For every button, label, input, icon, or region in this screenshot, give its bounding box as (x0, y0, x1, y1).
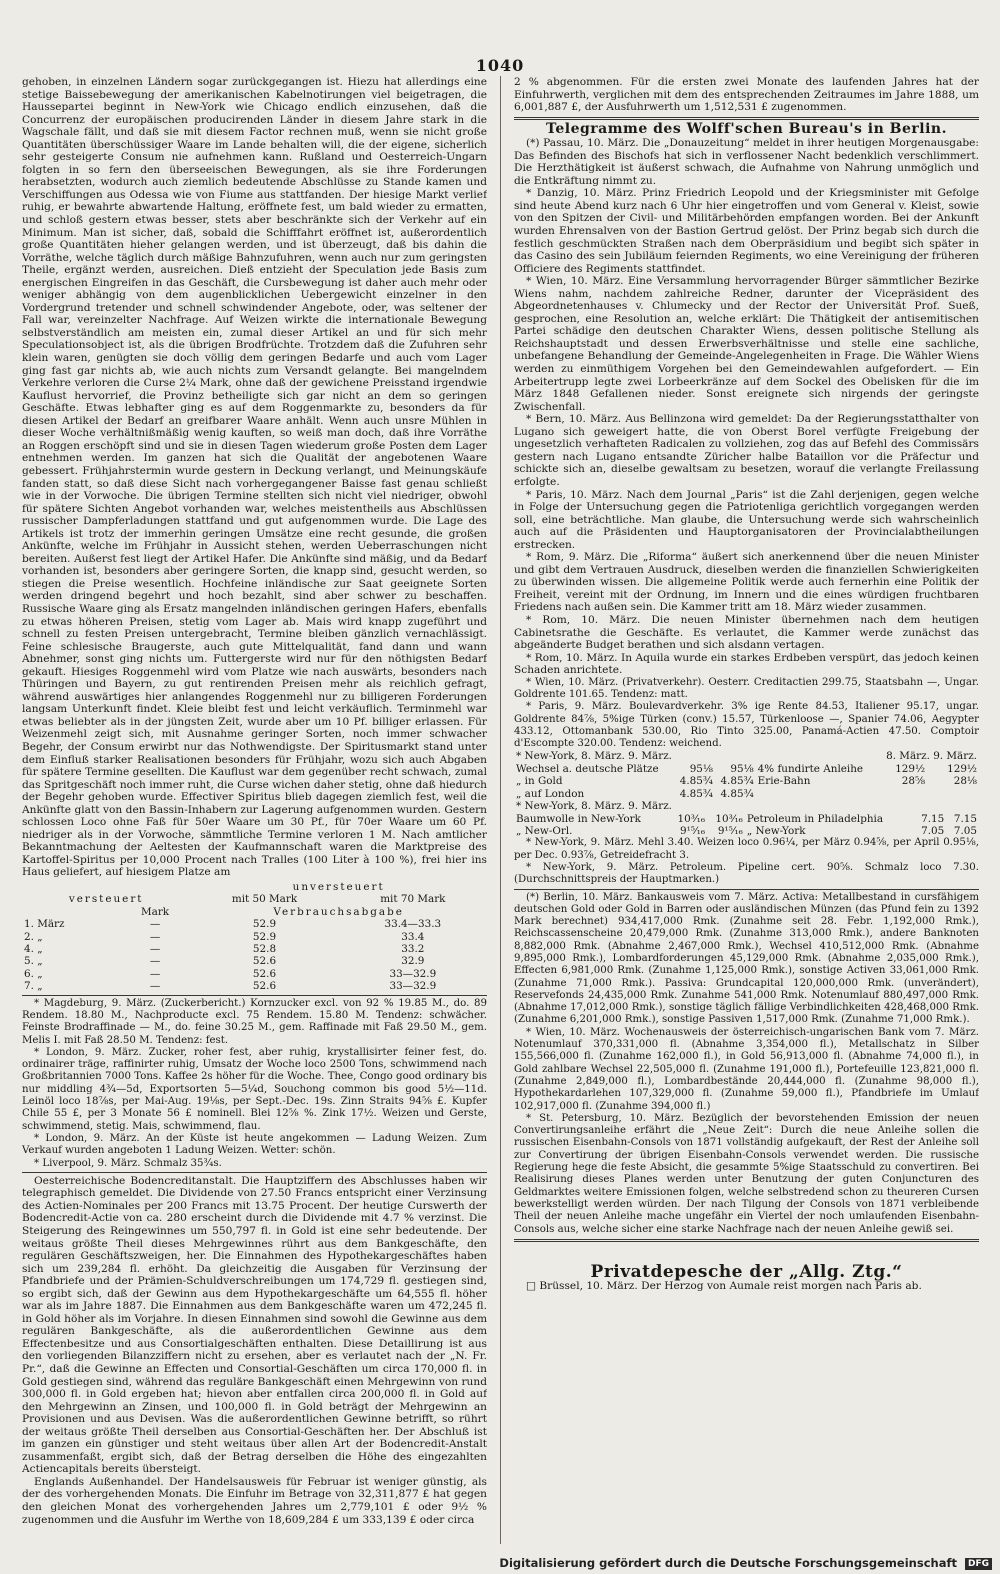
spirit-cell-a: 52.8 (252, 943, 277, 956)
spirit-head-50: mit 50 Mark (231, 893, 298, 906)
spirit-table-row (22, 931, 487, 943)
ny2-cell-a: „ New-Orl. (516, 824, 573, 837)
divider (22, 995, 487, 996)
london-report-2: * London, 9. März. An der Küste ist heute angekommen — Ladung Weizen. Zum Verkauf wurden angeboten 1 Ladung Weizen. Wetter: schön. (22, 1132, 487, 1157)
england-trade-article: Englands Außenhandel. Der Handelsausweis für Februar ist weniger günstig, als der des vorhergehenden Monats. Die Einfuhr im Betrage von 32,311,877 £ hat gegen den gleichen Monat des vorhergehenden Jahres um 2,779,101 £ oder 9½ % zugenommen und die Ausfuhr im Werthe von 18,609,284 £ um 333,139 £ oder circa (22, 1475, 487, 1526)
newyork-exchange-table (514, 750, 979, 800)
column-rule (500, 76, 501, 1544)
ny2-cell-f: 7.05 (953, 824, 977, 837)
ny1-cell-d (756, 788, 876, 800)
left-column (22, 76, 487, 1546)
footer-text: Digitalisierung gefördert durch die Deutsche Forschungsgemeinschaft (499, 1556, 957, 1570)
ny1-cell-a: „ auf London (516, 787, 585, 800)
spirit-head-abgabe: Verbrauchsabgabe (273, 905, 404, 918)
spirit-cell-v: — (149, 967, 161, 980)
ny1-cell-d: 4% fundirte Anleihe (757, 762, 864, 775)
ny2-cell-a: Baumwolle in New-York (516, 812, 641, 825)
ny2-cell-e: 7.05 (921, 824, 945, 837)
ny1-row (514, 775, 979, 787)
spirit-cell-b: 33.4—33.3 (384, 918, 442, 931)
bodencredit-article: Oesterreichische Bodencreditanstalt. Die Hauptziffern des Abschlusses haben wir telegraphisch gemeldet. Die Dividende von 27.50 Francs entspricht einer Verzinsung des Actien-Nominales per 200 Francs mit 13.75 Procent. Der heutige Curswerth der Bodencredit-Actie von ca. 280 erscheint durch die Dividende mit 4.7 % verzinst. Die Steigerung des Reingewinnes um 550,797 fl. in Gold ist eine sehr bedeutende. Der weitaus größte Theil dieses Mehrgewinnes rührt aus dem Bankgeschäfte, den regulären Geschäftszweigen, her. Die Einnahmen des Hypothekargeschäftes haben sich um 239,284 fl. erhöht. Da gleichzeitig die Ausgaben für Verzinsung der Pfandbriefe und der Prämien-Schuldverschreibungen um 174,729 fl. gestiegen sind, so ergibt sich, daß der Gewinn aus dem Hypothekargeschäfte um 64,555 fl. höher war als im Jahre 1887. Die Einnahmen aus dem Bankgeschäfte waren um 472,245 fl. in Gold höher als im Vorjahre. In diesen Einnahmen sind sowohl die Gewinne aus dem regulären Bankgeschäfte, als die außerordentlichen Gewinne aus dem Effectenbesitze und aus Consortialgeschäften enthalten. Diese Detaillirung ist aus den vorliegenden Bilanzziffern nicht zu ersehen, aber es verlautet nach der „N. Fr. Pr.“, daß die Gewinne an Effecten und Consortial-Geschäften um circa 170,000 fl. in Gold gestiegen sind, während das reguläre Bankgeschäft einen Mehrgewinn von rund 300,000 fl. in Gold ergeben hat; hievon aber entfallen circa 200,000 fl. in Gold auf den Mehrgewinn an Zinsen, und 100,000 fl. in Gold beträgt der Mehrgewinn an Provisionen und aus Devisen. Was die außerordentlichen Gewinne betrifft, so rührt der weitaus größte Theil derselben aus Consortial-Geschäften her. Der Abschluß ist im ganzen ein günstiger und steht weitaus über allen Art der Bodencredit-Anstalt zusammenfaßt, ergibt sich, daß der Betrag derselben die Höhe des eingezahlten Actiencapitals bereits übersteigt. (22, 1174, 487, 1476)
telegram-danzig: * Danzig, 10. März. Prinz Friedrich Leopold und der Kriegsminister mit Gefolge sind heute Abend kurz nach 6 Uhr hier eingetroffen und vom General v. Kleist, sowie von den Spitzen der Civil- und Militärbehörden empfangen worden. Bei der Ankunft wurden Ehrensalven von der Bastion Gertrud gelöst. Der Prinz begab sich durch die festlich geschmückten Straßen nach dem Oberpräsidium und begibt sich später in das Casino des sein Jubiläum feiernden Regiments, wo eine Vereinigung der früheren Officiere des Regiments stattfindet. (514, 187, 979, 275)
newyork-cotton-table (514, 800, 979, 837)
ny1-cell-f: 28⅛ (953, 775, 977, 788)
spirit-price-table (22, 881, 487, 993)
telegram-passau: (*) Passau, 10. März. Die „Donauzeitung“ meldet in ihrer heutigen Morgenausgabe: Das Befinden des Bischofs hat sich in verflossener Nacht bedenklich verschlimmert. Die Herzthätigkeit ist äußerst schwach, die Aufnahme von Nahrung unmöglich und die Entkräftung nimmt zu. (514, 137, 979, 187)
spirit-cell-v: — (149, 943, 161, 956)
england-trade-continued: 2 % abgenommen. Für die ersten zwei Monate des laufenden Jahres hat der Einfuhrwerth, verglichen mit dem des entsprechenden Zeitraumes im Jahre 1888, um 6,001,887 £, der Ausfuhrwerth um 1,512,531 £ zugenommen. (514, 76, 979, 114)
digitization-footer (499, 1556, 992, 1570)
spirit-cell-v: — (149, 955, 161, 968)
ny1-cell-b: 95⅛ (689, 762, 713, 775)
spirit-cell-a: 52.6 (252, 955, 277, 968)
divider (514, 1239, 979, 1242)
telegram-wien-2: * Wien, 10. März. (Privatverkehr). Oesterr. Creditactien 299.75, Staatsbahn —, Ungar. Goldrente 101.65. Tendenz: matt. (514, 676, 979, 700)
ny2-cell-c: 9¹⁵⁄₁₆ (717, 824, 743, 837)
liverpool-report: * Liverpool, 9. März. Schmalz 35¾s. (34, 1157, 222, 1169)
spirit-head-versteuert: versteuert (68, 893, 144, 906)
ny1-cell-b: 4.85¾ (679, 775, 713, 788)
ny1-row (514, 788, 979, 800)
telegram-paris-2: * Paris, 9. März. Boulevardverkehr. 3% ige Rente 84.53, Italiener 95.17, ungar. Goldrente 84⅞, 5%ige Türken (conv.) 15.57, Türkenloose —, Spanier 74.06, Aegypter 433.12, Ottomanbank 530.00, Rio Tinto 325.00, Panamá-Actien 47.50. Comptoir d'Escompte 320.00. Tendenz: weichend. (514, 701, 979, 750)
ny1-head: * New-York, 8. März. 9. März. (516, 750, 672, 763)
ny1-cell-e (875, 788, 927, 800)
spirit-cell-b: 33.2 (401, 943, 425, 956)
page-number: 1040 (475, 56, 525, 75)
spirit-cell-b: 33.4 (401, 930, 425, 943)
ny1-cell-b: 4.85¾ (679, 787, 713, 800)
telegram-berlin-bank: (*) Berlin, 10. März. Bankausweis vom 7. März. Activa: Metallbestand in cursfähigem deutschen Gold oder Gold in Barren oder ausländischen Münzen (das Pfund fein zu 1392 Mark berechnet) 934,417,000 Rmk. (Zunahme seit 28. Febr. 1,192,000 Rmk.), Reichscassenscheine 20,479,000 Rmk. (Zunahme 313,000 Rmk.), andere Banknoten 8,882,000 Rmk. (Abnahme 2,467,000 Rmk.), Wechsel 410,512,000 Rmk. (Abnahme 9,895,000 Rmk.), Lombardforderungen 45,129,000 Rmk. (Abnahme 2,035,000 Rmk.), Effecten 6,981,000 Rmk. (Zunahme 1,125,000 Rmk.), sonstige Activen 33,061,000 Rmk. (Zunahme 71,000 Rmk.). Passiva: Grundcapital 120,000,000 Rmk. (unverändert), Reservefonds 24,435,000 Rmk. Zunahme 541,000 Rmk. Notenumlauf 880,497,000 Rmk. (Abnahme 17,012,000 Rmk.), sonstige täglich fällige Verbindlichkeiten 428,468,000 Rmk. (Zunahme 6,201,000 Rmk.), sonstige Passiven 1,517,000 Rmk. (Zunahme 71,000 Rmk.). (514, 891, 979, 1026)
ny2-cell-b: 9¹⁵⁄₁₆ (679, 824, 705, 837)
ny1-cell-e: 28⅝ (901, 775, 926, 788)
ny2-cell-d: „ New-York (746, 824, 806, 837)
private-dispatch-bruessel: □ Brüssel, 10. März. Der Herzog von Aumale reist morgen nach Paris ab. (526, 1280, 922, 1293)
ny2-cell-d: Petroleum in Philadelphia (746, 812, 884, 825)
spirit-head-70: mit 70 Mark (380, 893, 446, 906)
spirit-cell-b: 33—32.9 (389, 967, 437, 980)
ny2-row (514, 813, 979, 825)
spirit-cell-a: 52.9 (252, 918, 277, 931)
spirit-table-row (22, 968, 487, 980)
ny1-cell-a: Wechsel a. deutsche Plätze (516, 762, 659, 775)
spirit-head-mark: Mark (141, 905, 170, 918)
spirit-cell-v: — (149, 980, 161, 993)
spirit-cell-b: 33—32.9 (389, 980, 437, 993)
telegram-petersburg: * St. Petersburg, 10. März. Bezüglich der bevorstehenden Emission der neuen Convertirungsanleihe erfährt die „Neue Zeit“: Durch die neue Anleihe sollen die russischen Eisenbahn-Consols von 1871 vollständig aufgekauft, der Rest der Anleihe soll zur Convertirung der übrigen Eisenbahn-Consols verwendet werden. Die russische Regierung hege die feste Absicht, die gesammte 5%ige Staatsschuld zu convertiren. Bei Realisirung dieses Planes werden unter Benutzung der guten Conjuncturen des Geldmarktes weitere Emissionen folgen, welche selbstredend schon zu theureren Cursen bewerkstelligt werden würden. Der nach Tilgung der Consols von 1871 verbleibende Theil der neuen Anleihe mache ungefähr ein Viertel der noch umlaufenden Eisenbahn-Consols aus, welche sicher eine starke Nachfrage nach der neuen Anleihe gewiß sei. (514, 1112, 979, 1235)
spirit-cell-date: 4. „ (24, 943, 43, 956)
spirit-head-unversteuert: unversteuert (292, 881, 385, 893)
ny1-cell-e: 129½ (895, 762, 926, 775)
ny1-row (514, 763, 979, 775)
telegram-wien-bank: * Wien, 10. März. Wochenausweis der österreichisch-ungarischen Bank vom 7. März. Notenumlauf 370,331,000 fl. (Abnahme 3,354,000 fl.), Metallschatz in Silber 155,566,000 fl. (Zunahme 162,000 fl.), in Gold 56,913,000 fl. (Abnahme 74,000 fl.), in Gold zahlbare Wechsel 22,505,000 fl. (Zunahme 191,000 fl.), Portefeuille 123,821,000 fl. (Zunahme 2,849,000 fl.), Lombardbestände 20,444,000 fl. (Zunahme 98,000 fl.), Hypothekardarlehen 107,329,000 fl. (Zunahme 59,000 fl.), Pfandbriefe im Umlauf 102,917,000 fl. (Zunahme 394,000 fl.) (514, 1026, 979, 1112)
ny2-row (514, 825, 979, 837)
market-report-paragraph: gehoben, in einzelnen Ländern sogar zurückgegangen ist. Hiezu hat allerdings eine stetige Baissebewegung der amerikanischen Kabelnotirungen viel beigetragen, die Haussepartei beginnt in New-York wie Chicago endlich einzusehen, daß die Concurrenz der europäischen producirenden Länder in diesem Jahre stark in die Wagschale fällt, und daß sie mit diesem Factor rechnen muß, wenn sie nicht große Quantitäten überschüssiger Waare im Lande behalten will, die der eigene, sicherlich sehr gesteigerte Consum nie aufnehmen kann. Rußland und Oesterreich-Ungarn folgten in so fern den überseeischen Bewegungen, als sie ihre Forderungen herabsetzten, wodurch auch ziemlich bedeutende Abschlüsse zu Stande kamen und Verschiffungen aus Odessa wie von Fiume aus stattfanden. Der hiesige Markt verlief ruhig, er bewahrte abwartende Haltung, eröffnete fest, um bald wieder zu ermatten, und schloß gestern etwas besser, stets aber beschränkte sich der Verkehr auf ein Minimum. Man ist sicher, daß, sobald die Schifffahrt eröffnet ist, außerordentlich große Quantitäten hieher gelangen werden, und ist überzeugt, daß bis dahin die Vorräthe, welche täglich durch mäßige Bahnzufuhren, wenn auch nur zum geringsten Theile, ergänzt werden, ausreichen. Dieß entzieht der Speculation jede Basis zum energischen Eingreifen in das Geschäft, die Cursbewegung ist daher auch mehr oder weniger abhängig von dem augenblicklichen Uebergewicht einzelner in den Vordergrund tretender und schnell schwindender Angebote, oder, was seltener der Fall war, vereinzelter Nachfrage. Auf Weizen wirkte die internationale Bewegung selbstverständlich am meisten ein, zumal dieser Artikel an und für sich mehr Speculationsobject ist, als die übrigen Brodfrüchte. Trotzdem daß die Zufuhren sehr klein waren, genügten sie doch völlig dem geringen Bedarfe und auch vom Lager ging fast gar nichts ab, wie auch nichts zum Versandt gelangte. Bei mangelndem Verkehre verloren die Curse 2¼ Mark, ohne daß der gewichene Preisstand irgendwie Kauflust hervorrief, die Provinz betheiligte sich gar nicht an dem so geringen Geschäfte. Etwas lebhafter ging es auf dem Roggenmarkte zu, besonders da für diesen Artikel der Bedarf an greifbarer Waare anhält. Wenn auch unsre Mühlen in dieser Woche verhältnißmäßig wenig kauften, so weiß man doch, daß ihre Vorräthe an Roggen erschöpft sind und sie in diesen Tagen wiederum große Posten dem Lager entnehmen werden. Im ganzen hat sich die Qualität der angebotenen Waare gebessert. Frühjahrstermin wurde gestern in Deckung verlangt, und Meinungskäufe fanden statt, so daß diese Sicht nach vorhergegangener Baisse fast genau schließt wie in der Vorwoche. Die übrigen Termine stellten sich nicht viel niedriger, obwohl für spätere Sichten Angebot vorhanden war, welches meistentheils aus Abschlüssen russischer Dampferladungen stattfand und gut aufgenommen wurde. Die Lage des Artikels ist trotz der immerhin geringen Umsätze eine recht gesunde, die großen Ankünfte, welche im Frühjahr in Aussicht stehen, werden Ueberraschungen nicht bereiten. Außerst fest liegt der Artikel Hafer. Die Ankünfte sind mäßig, und da Bedarf vorhanden ist, besonders aber geringere Sorten, die knapp sind, gesucht werden, so stiegen die Preise wesentlich. Hochfeine inländische zur Saat geeignete Sorten werden dringend begehrt und hoch bezahlt, sind aber schwer zu beschaffen. Russische Waare ging als Ersatz mangelnden inländischen geringen Hafers, ebenfalls zu etwas höheren Preisen, stetig vom Lager ab. Mais wird knapp zugeführt und schnell zu festen Preisen untergebracht, Termine bleiben gänzlich vernachlässigt. Feine schlesische Braugerste, auch gute Mittelqualität, fand dann und wann Abnehmer, sonst ging nichts um. Futtergerste wird nur für den nöthigsten Bedarf gekauft. Hiesiges Roggenmehl wird vom Platze wie nach auswärts, besonders nach Thüringen und Bayern, zu gut rentirenden Preisen mehr als reichlich gefragt, während auswärtiges hier anlangendes Roggenmehl nur zu billigeren Forderungen langsam Unterkunft findet. Kleie bleibt fest und leicht verkäuflich. Terminmehl war etwas beliebter als in der jüngsten Zeit, wurde aber um 10 Pf. billiger erlassen. Für Weizenmehl zeigt sich, mit Ausnahme geringer Sorten, noch immer schwacher Begehr, der Consum erwirbt nur das Nothwendigste. Der Spiritusmarkt stand unter dem Einfluß starker Realisationen besonders für Frühjahr, wozu sich auch Abgaben für spätere Termine gesellten. Die Kauflust war dem gegenüber recht schwach, zumal das Spritgeschäft noch immer ruht, die Curse wichen daher stetig, ohne daß hiedurch der Begehr gehoben wurde. Effectiver Spiritus blieb dagegen ziemlich fest, weil die Ankünfte glatt von den Bassin-Inhabern zur Lagerung aufgenommen wurden. Gestern schlossen Loco ohne Faß für 50er Waare um 30 Pf., für 70er Waare um 60 Pf. niedriger als in der Vorwoche, sämmtliche Termine verloren 1 M. Nach amtlicher Bekanntmachung der Aeltesten der Kaufmannschaft waren die Marktpreise des Kartoffel-Spiritus per 10,000 Procent nach Tralles (100 Liter à 100 %), frei hier ins Haus geliefert, auf hiesigem Platze am (22, 76, 487, 879)
dfg-logo: DFG (965, 1558, 992, 1570)
ny2-cell-f: 7.15 (953, 812, 977, 825)
spirit-cell-date: 1. März (24, 918, 65, 931)
spirit-cell-a: 52.9 (252, 930, 277, 943)
ny1-cell-c: 4.85¾ (720, 787, 754, 800)
telegram-rom-3: * Rom, 10. März. In Aquila wurde ein starkes Erdbeben verspürt, das jedoch keinen Schaden anrichtete. (514, 651, 979, 677)
spirit-table-row (22, 918, 487, 930)
ny1-cell-f (927, 788, 979, 800)
ny1-cell-c: 95⅛ (730, 762, 754, 775)
divider (514, 117, 979, 120)
ny1-cell-a: „ in Gold (516, 775, 563, 788)
divider (514, 889, 979, 890)
spirit-cell-v: — (149, 930, 161, 943)
telegram-rom-2: * Rom, 10. März. Die neuen Minister übernehmen nach dem heutigen Cabinetsrathe die Geschäfte. Es verlautet, die Kammer werde zunächst das abgeänderte Budget berathen und sich alsdann vertagen. (514, 613, 979, 652)
spirit-table-row (22, 955, 487, 967)
ny1-cell-c: 4.85¾ (720, 775, 754, 788)
telegram-newyork-4: * New-York, 9. März. Petroleum. Pipeline cert. 90⅝. Schmalz loco 7.30. (Durchschnittspreis der Hauptmarken.) (514, 861, 979, 886)
spirit-cell-a: 52.6 (252, 967, 277, 980)
private-dispatch-title: Privatdepesche der „Allg. Ztg.“ (590, 1261, 903, 1282)
london-report-1: * London, 9. März. Zucker, roher fest, aber ruhig, krystallisirter feiner fest, do. ordinairer träge, raffinirter ruhig, Umsatz der Woche loco 2500 Tons, schwimmend nach Großbritannien 7000 Tons. Kaffee 2s höher für die Woche. Thee, Congo good ordinary bis nur middling 4¾—5d, Exportsorten 5—5¼d, Souchong common bis good 5½—11d. Leinöl loco 18⅞s, per Mai-Aug. 19⅛s, per Sept.-Dec. 19s. Zinn Straits 94⅝ £. Kupfer Chile 55 £, per 3 Monate 56 £ nominell. Blei 12⅝ %. Zink 17½. Weizen und Gerste, schwimmend, stetig. Mais, schwimmend, flau. (22, 1046, 487, 1132)
ny1-head-2: 8. März. 9. März. (886, 750, 977, 763)
ny1-cell-d: Erie-Bahn (757, 775, 811, 788)
ny2-cell-e: 7.15 (921, 812, 945, 825)
spirit-cell-date: 5. „ (24, 955, 43, 968)
spirit-cell-b: 32.9 (401, 955, 425, 968)
right-column (514, 76, 979, 1546)
spirit-table-row (22, 943, 487, 955)
telegram-paris-1: * Paris, 10. März. Nach dem Journal „Paris“ ist die Zahl derjenigen, gegen welche in Folge der Untersuchung gegen die Patriotenliga gerichtlich vorgegangen werden soll, eine beträchtliche. Man glaube, die Untersuchung werde sich wahrscheinlich auch auf die Präsidenten und Hauptorganisatoren der Provincialabtheilungen erstrecken. (514, 488, 979, 551)
spirit-cell-a: 52.6 (252, 980, 277, 993)
spirit-cell-date: 2. „ (24, 930, 43, 943)
ny1-cell-f: 129½ (947, 762, 977, 775)
spirit-table-row (22, 980, 487, 992)
spirit-cell-date: 7. „ (24, 980, 43, 993)
telegram-rom-1: * Rom, 9. März. Die „Riforma“ äußert sich anerkennend über die neuen Minister und gibt dem Vertrauen Ausdruck, dieselben werden die finanziellen Schwierigkeiten zu überwinden wissen. Die allgemeine Politik werde auch fernerhin eine Politik der Freiheit, vereint mit der Ordnung, im Innern und die eines würdigen fruchtbaren Friedens nach außen sein. Die Kammer tritt am 18. März wieder zusammen. (514, 551, 979, 614)
telegram-wien-1: * Wien, 10. März. Eine Versammlung hervorragender Bürger sämmtlicher Bezirke Wiens nahm, nachdem zahlreiche Redner, darunter der Vicepräsident des Abgeordnetenhauses v. Chlumecky und der Rector der Universität Prof. Sueß, gesprochen, eine Resolution an, welche erklärt: Die Thätigkeit der antisemitischen Partei schädige den deutschen Charakter Wiens, dessen politische Stellung als Reichshauptstadt und dessen Erwerbsverhältnisse und stelle eine sachliche, unbefangene Behandlung der Gemeinde-Angelegenheiten in Frage. Die Wähler Wiens werden zu einmüthigem Vorgehen bei den Gemeindewahlen aufgefordert. — Ein Arbeitertrupp legte zwei Lorbeerkränze auf dem Sockel des Obelisken für die im März 1848 Gefallenen nieder. Sonst ereignete sich nirgends der geringste Zwischenfall. (514, 275, 979, 413)
magdeburg-report: * Magdeburg, 9. März. (Zuckerbericht.) Kornzucker excl. von 92 % 19.85 M., do. 89 Rendem. 18.80 M., Nachproducte excl. 75 Rendem. 15.80 M. Tendenz: schwächer. Feinste Brodraffinade — M., do. feine 30.25 M., gem. Raffinade mit Faß 29.50 M., gem. Melis I. mit Faß 28.50 M. Tendenz: fest. (22, 997, 487, 1046)
telegram-section-title: Telegramme des Wolff'schen Bureau's in Berlin. (546, 120, 947, 137)
spirit-cell-date: 6. „ (24, 967, 43, 980)
telegram-bern: * Bern, 10. März. Aus Bellinzona wird gemeldet: Da der Regierungsstatthalter von Lugano sich geweigert hatte, die von Oberst Borel verfügte Freigebung der ungesetzlich verhafteten Radicalen zu vollziehen, zog das auf Befehl des Commissärs gestern nach Lugano entsandte Züricher halbe Bataillon vor die Präfectur und schickte sich an, dieselbe gewaltsam zu besetzen, worauf die verlangte Freilassung erfolgte. (514, 413, 979, 488)
ny2-cell-b: 10³⁄₁₆ (677, 812, 705, 825)
divider (22, 1172, 487, 1173)
ny2-cell-c: 10³⁄₁₆ (715, 812, 743, 825)
telegram-newyork-3: * New-York, 9. März. Mehl 3.40. Weizen loco 0.96¼, per März 0.94⅝, per April 0.95⅛, per Dec. 0.93⅞, Getreidefracht 3. (514, 837, 979, 861)
spirit-cell-v: — (149, 918, 161, 931)
ny2-head: * New-York, 8. März. 9. März. (516, 800, 672, 813)
